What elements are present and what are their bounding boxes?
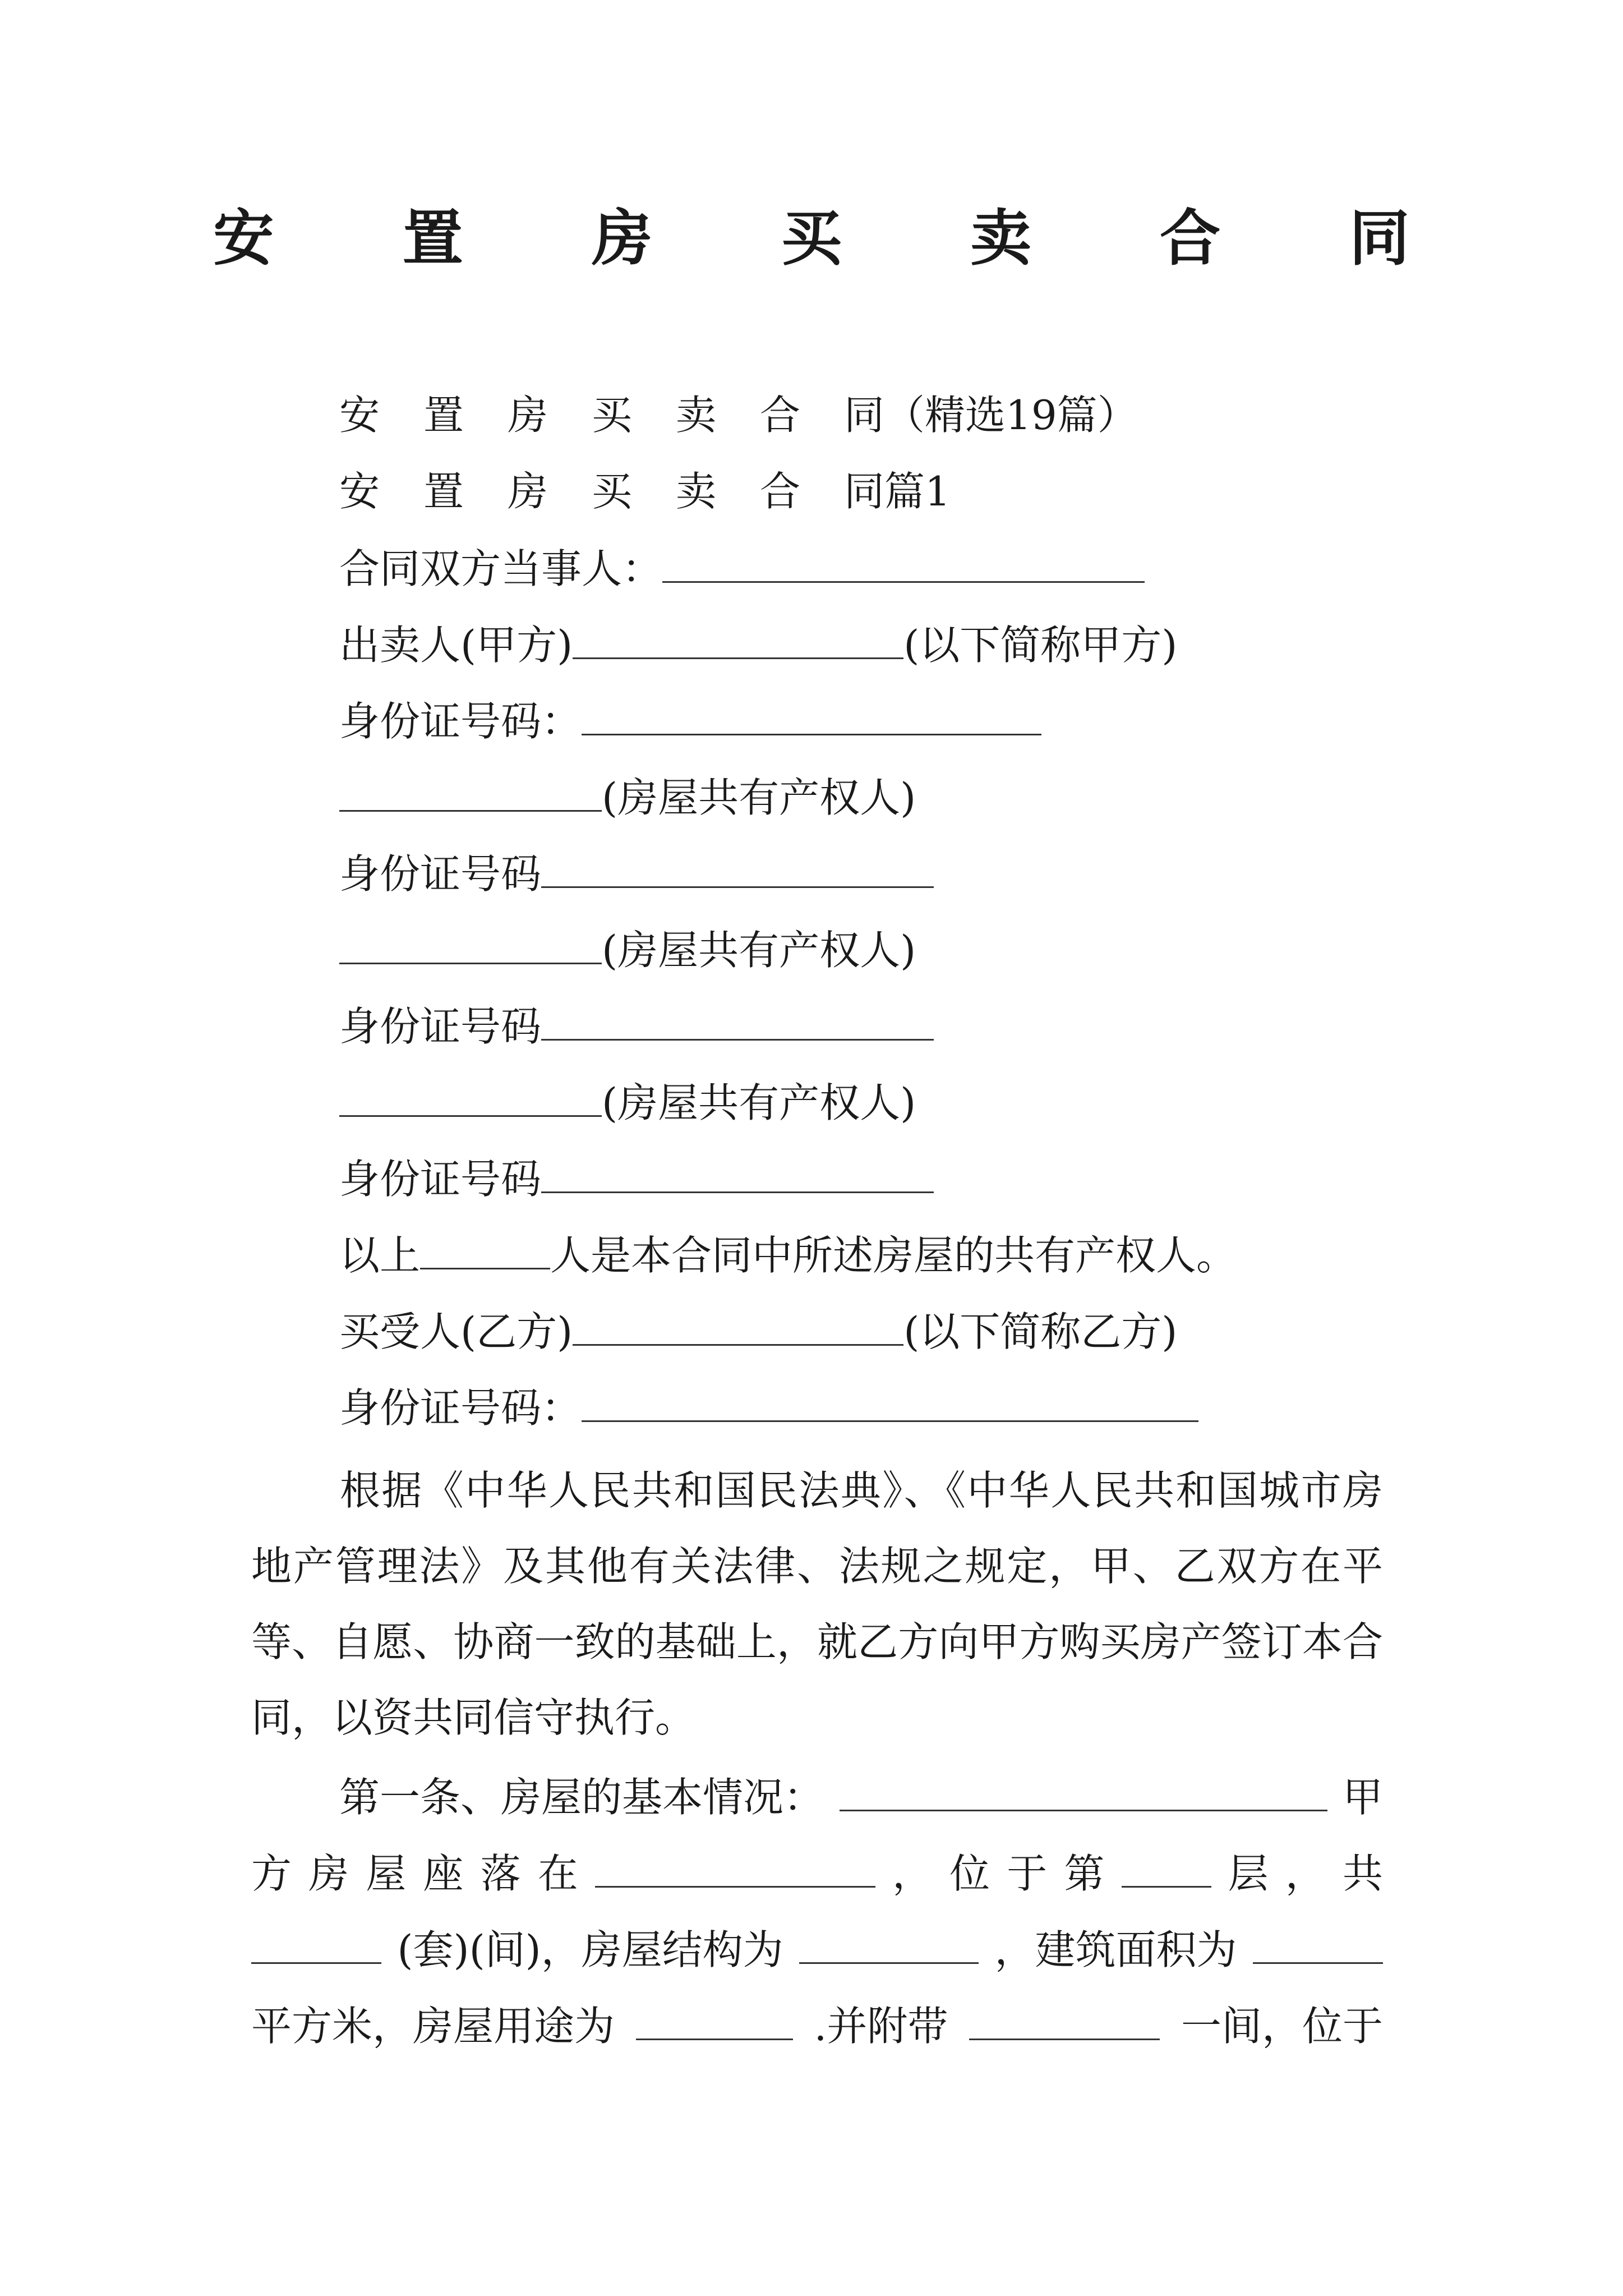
location-char-10: 层 xyxy=(1228,1850,1269,1897)
attached-suffix: 一间，位于 xyxy=(1181,2003,1383,2050)
seller-id-blank xyxy=(582,692,1041,735)
area-blank xyxy=(1253,1921,1383,1964)
location-char-7: 位 xyxy=(949,1850,990,1897)
attached-blank xyxy=(969,1997,1160,2040)
article1-label: 第一条、房屋的基本情况： xyxy=(339,1774,824,1821)
basis-paragraph: 根据《中华人民共和国民法典》、《中华人民共和国城市房地产管理法》及其他有关法律、法规之规定，甲、乙双方在平等、自愿、协商一致的基础上，就乙方向甲方购买房产签订本合同，以资共同信守执行。 xyxy=(251,1467,1383,1741)
document-title: 安 置 房 买 卖 合 同 xyxy=(213,203,1464,274)
subtitle-spaced: 安置房买卖合 xyxy=(339,392,845,439)
seller-blank xyxy=(573,616,903,659)
co-owner-id-line-3 xyxy=(339,1150,934,1207)
co-owner-line-1 xyxy=(339,769,916,826)
co-owner-id-line-1 xyxy=(339,845,934,902)
buyer-id-line xyxy=(339,1379,1198,1436)
co-owner-id-label-3: 身份证号码 xyxy=(339,1156,542,1203)
structure-line xyxy=(251,1921,1383,1978)
attached-text: .并附带 xyxy=(814,2003,948,2050)
floor-blank xyxy=(1122,1844,1211,1888)
subtitle-line xyxy=(339,387,1138,443)
location-char-9: 第 xyxy=(1064,1850,1105,1897)
location-comma-1: ， xyxy=(892,1850,933,1897)
location-comma-2: ， xyxy=(1285,1850,1326,1897)
seller-label: 出卖人(甲方) xyxy=(339,622,573,669)
location-char-8: 于 xyxy=(1007,1850,1048,1897)
location-char-2: 房 xyxy=(308,1850,349,1897)
co-owner-blank-1 xyxy=(339,769,602,812)
location-char-1: 方 xyxy=(251,1850,292,1897)
section-spaced: 安置房买卖合 xyxy=(339,468,845,515)
buyer-blank xyxy=(573,1303,903,1346)
location-char-3: 屋 xyxy=(366,1850,407,1897)
co-owner-id-blank-2 xyxy=(541,997,934,1041)
location-line xyxy=(251,1844,1383,1902)
location-char-6: 在 xyxy=(537,1850,578,1897)
usage-blank xyxy=(636,1997,793,2040)
co-owner-suffix-2: (房屋共有产权人) xyxy=(602,927,916,974)
co-owners-prefix: 以上 xyxy=(339,1232,421,1279)
buyer-id-blank xyxy=(582,1379,1198,1422)
parties-line xyxy=(339,540,1145,597)
article1-after: 甲 xyxy=(1342,1774,1383,1821)
location-char-11: 共 xyxy=(1342,1850,1383,1897)
structure-text: (套)(间)，房屋结构为 xyxy=(397,1926,783,1973)
buyer-line xyxy=(339,1303,1177,1360)
section-heading xyxy=(339,463,951,519)
area-text: ，建筑面积为 xyxy=(994,1926,1237,1973)
co-owner-id-label-1: 身份证号码 xyxy=(339,850,542,898)
seller-id-line xyxy=(339,692,1041,749)
units-blank xyxy=(251,1921,381,1964)
article1-line xyxy=(339,1768,1383,1825)
co-owner-line-2 xyxy=(339,921,916,978)
co-owners-count-blank xyxy=(420,1226,550,1269)
co-owner-blank-2 xyxy=(339,921,602,964)
co-owner-id-line-2 xyxy=(339,997,934,1055)
structure-blank xyxy=(799,1921,979,1964)
buyer-label: 买受人(乙方) xyxy=(339,1308,573,1355)
location-char-5: 落 xyxy=(480,1850,521,1897)
article1-blank xyxy=(840,1768,1327,1811)
parties-label: 合同双方当事人： xyxy=(339,545,663,592)
co-owners-line xyxy=(339,1226,1237,1283)
co-owner-line-3 xyxy=(339,1074,916,1131)
co-owner-id-label-2: 身份证号码 xyxy=(339,1003,542,1050)
co-owner-id-blank-3 xyxy=(541,1150,934,1193)
co-owner-id-blank-1 xyxy=(541,845,934,888)
co-owner-blank-3 xyxy=(339,1074,602,1117)
usage-line xyxy=(251,1997,1383,2054)
subtitle-end: 同（精选19篇） xyxy=(844,392,1138,439)
co-owner-suffix-3: (房屋共有产权人) xyxy=(602,1079,916,1126)
section-end: 同篇1 xyxy=(844,468,951,515)
co-owner-suffix-1: (房屋共有产权人) xyxy=(602,774,916,821)
location-char-4: 座 xyxy=(423,1850,464,1897)
seller-line xyxy=(339,616,1177,673)
parties-blank xyxy=(662,540,1145,583)
buyer-suffix: (以下简称乙方) xyxy=(903,1308,1178,1355)
location-blank xyxy=(595,1844,875,1888)
seller-suffix: (以下简称甲方) xyxy=(903,622,1178,669)
seller-id-label: 身份证号码： xyxy=(339,698,582,745)
buyer-id-label: 身份证号码： xyxy=(339,1384,582,1432)
usage-text: 平方米，房屋用途为 xyxy=(251,2003,615,2050)
co-owners-suffix: 人是本合同中所述房屋的共有产权人。 xyxy=(550,1232,1237,1279)
